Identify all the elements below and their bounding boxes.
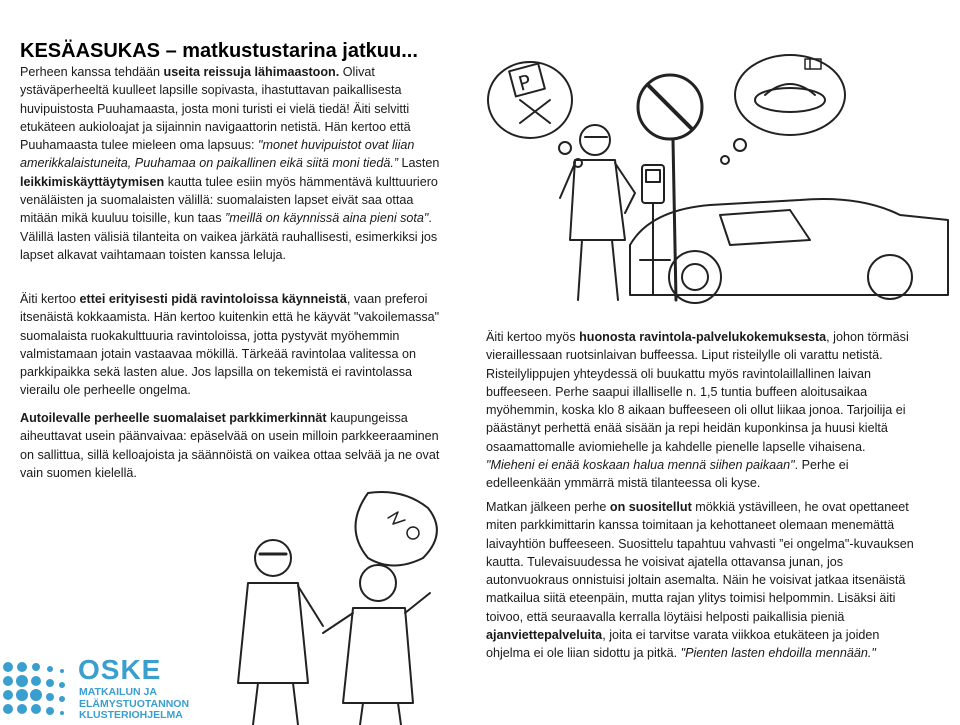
dots-logo-icon [0,659,72,723]
oske-logo [0,655,220,725]
logo-subtitle: MATKAILUN JA ELÄMYSTUOTANNON KLUSTERIOHJELMA [79,686,190,721]
paragraph-amusement-park: Perheen kanssa tehdään useita reissuja lähimaastoon. Olivat ystäväperheeltä kuulleet lapsille sopivasta, ihastuttavan paikallisesta huvipuistosta Puuhamaasta, josta moni turisti ei vielä tiedä! Äiti selvitti etukäteen aukioloajat ja sijainnin navigaattorin netistä. Hän kertoo että Puuhamaasta tulee mieleen oma lapsuus: "monet huvipuistot ovat liian amerikkalaistuneita, Puuhamaa on paikallinen eikä siitä moni tiedä.” Lasten leikkimiskäyttäytymisen kautta tulee esiin myös hämmentävä kulttuuriero venäläisten ja suomalaisten välillä: suomalaisten lapset eivät saa ottaa mitään mikä kuuluu toisille, kun taas ”meillä on käynnissä aina pieni sota". Välillä lasten välisiä tilanteita on vaikea järkätä rauhallisesti, esimerkiksi jos lapset alkavat vaihtamaan toisten kanssa leluja. [20,65,440,262]
parking-confusion-illustration [470,45,950,310]
argument-illustration [228,488,450,725]
man-left-icon [238,540,323,725]
paragraph-parking: Autoilevalle perheelle suomalaiset parkkimerkinnät kaupungeissa aiheuttavat usein päänvaivaa: epäselvää on usein milloin parkkeeraaminen on sallittua, sillä kelloajoista ja säännöistä on vaikea ottaa selvää ja ne ovat vain suomen kielellä. [20,411,440,480]
thought-bubble-parking-icon [488,62,582,167]
angry-speech-bubble-icon [356,492,437,566]
paragraph-restaurants: Äiti kertoo ettei erityisesti pidä ravintoloissa käynneistä, vaan preferoi itsenäistä kokkaamista. Hän kertoo kuitenkin että he käyvät "vakoilemassa" suomalaista ruokakulttuuria ravintoloissa, jotta pystyvät myöhemmin valmistamaan jotain vastaavaa mökillä. Tärkeää ravintolaa valitessa on parkkipaikka sekä lasten alue. Jos lapsilla on tekemistä ei ravintolassa vierailu ole perheelle ongelma. [20,292,440,398]
no-parking-sign-icon [638,75,702,300]
man-right-icon [323,565,430,725]
paragraph-buffet-experience: Äiti kertoo myös huonosta ravintola-palvelukokemuksesta, johon törmäsi vieraillessaan ruotsinlaivan buffeessa. Liput risteilylle oli varattu netistä. Risteilylippujen yhteydessä oli buukattu myös ravintolaillallinen laivan buffeeseen. Perhe saapui illalliselle n. 1,5 tuntia buffeen aloitusaikaa myöhemmin, koska klo 8 aikaan buffeeseen oli ollut liikaa jonoa. Tarjoilija ei päästänyt perhettä enää sisään ja repi heidän kuponkinsa ja huusi kieltä osaamattomalle aviomiehelle ja kahdelle pienelle lapselle vihaisena. "Mieheni ei enää koskaan halua mennä siihen paikaan". Perhe ei edelleenkään ymmärrä mistä tilanteessa oli kyse. [486,330,909,491]
man-figure-icon [560,125,635,300]
page-title: KESÄASUKAS – matkustustarina jatkuu... [20,40,418,62]
logo-name: OSKE [78,654,162,685]
car-icon [630,199,948,303]
paragraph-recommendations: Matkan jälkeen perhe on suositellut mökkiä ystävilleen, he ovat opettaneet miten parkkimittarin kanssa toimitaan ja kehottaneet olemaan menemättä laivayhtiön buffeeseen. Suosittelu tapahtuu vahvasti ”ei ongelma"-kuvauksen kautta. Tulevaisuudessa he voisivat ajatella ottavansa junan, jos autonvuokraus onnistuisi joltain asemalta. Näin he voisivat jatkaa itsenäistä matkailua siitä eteenpäin, mutta rajan ylitys toimisi helpommin. Lisäksi äiti toivoo, että seuraavalla kerralla löytäisi helposti paikallisia pieniä ajanviettepalveluita, joita ei tarvitse varata viikkoa etukäteen ja joiden ohjelma ei ole liian sidottu ja pitkä. "Pienten lasten ehdoilla mennään." [486,500,914,661]
svg-text:P: P [515,69,534,96]
thought-bubble-food-icon [721,55,845,164]
parking-meter-icon [642,165,664,295]
